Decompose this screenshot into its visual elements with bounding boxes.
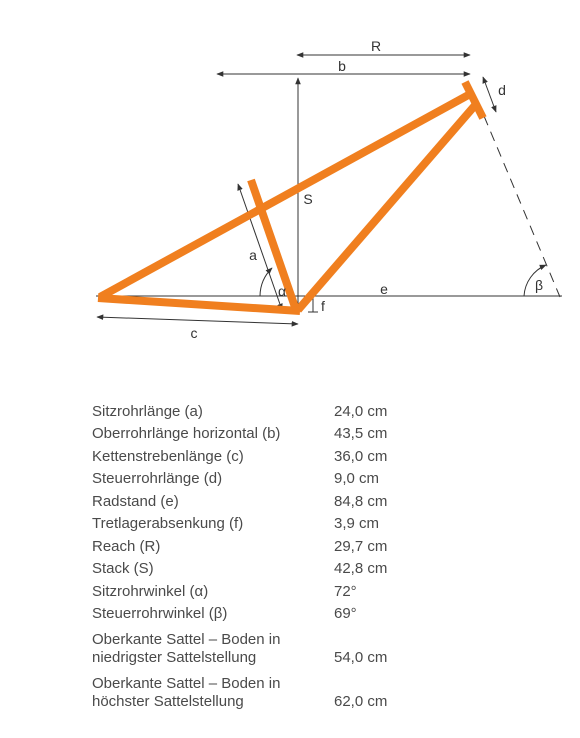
spec-row [92, 511, 387, 534]
specs-table-body [92, 398, 387, 711]
label-b: b [338, 58, 346, 74]
label-d: d [498, 82, 506, 98]
spec-row [92, 398, 387, 421]
label-beta: β [534, 277, 544, 293]
spec-name: Kettenstrebenlänge (c) [92, 447, 244, 465]
spec-row [92, 421, 387, 444]
label-a: a [249, 247, 257, 263]
top-tube [100, 93, 472, 297]
spec-value: 62,0 cm [334, 693, 388, 710]
spec-name: Steuerrohrlänge (d) [92, 470, 223, 487]
spec-row [92, 533, 387, 556]
chainstay [98, 298, 300, 311]
spec-name: Steuerrohrwinkel (β) [92, 605, 228, 622]
spec-value: 42,8 cm [334, 560, 388, 577]
spec-name: Sitzrohrwinkel (α) [92, 582, 209, 600]
spec-row [92, 443, 387, 466]
spec-value: 3,9 cm [334, 515, 380, 532]
label-f: f [321, 298, 325, 314]
spec-value: 84,8 cm [334, 492, 388, 510]
geometry-specs-table [92, 398, 387, 711]
spec-row [92, 667, 387, 711]
spec-row [92, 556, 387, 579]
spec-value: 29,7 cm [334, 537, 388, 555]
spec-name: Tretlagerabsenkung (f) [92, 515, 244, 532]
spec-value: 36,0 cm [334, 447, 388, 465]
spec-name: Oberkante Sattel – Boden in höchster Sattelstellung [92, 675, 281, 710]
spec-row [92, 488, 387, 511]
down-tube [298, 103, 477, 310]
label-S: S [303, 191, 313, 207]
bike-frame [98, 82, 483, 311]
spec-value: 72° [334, 582, 357, 600]
spec-row [92, 601, 387, 624]
dimension-lines [96, 55, 562, 324]
spec-row [92, 466, 387, 489]
spec-name: Reach (R) [92, 537, 161, 555]
chainstay-dimension [97, 317, 298, 324]
seat-angle-arc [260, 268, 272, 296]
label-e: e [380, 281, 388, 297]
spec-value: 9,0 cm [334, 470, 380, 487]
spec-value: 69° [334, 605, 357, 622]
spec-row [92, 623, 387, 667]
spec-name: Stack (S) [92, 560, 154, 577]
spec-name: Oberkante Sattel – Boden in niedrigster Sattelstellung [92, 631, 281, 666]
label-c: c [190, 325, 198, 341]
spec-row [92, 578, 387, 601]
spec-name: Sitzrohrlänge (a) [92, 402, 203, 420]
bike-geometry-diagram [0, 0, 580, 360]
spec-value: 43,5 cm [334, 425, 388, 442]
steering-axis-line [484, 116, 560, 297]
label-alpha: α [277, 283, 287, 299]
spec-name: Oberrohrlänge horizontal (b) [92, 425, 281, 442]
label-R: R [370, 38, 382, 54]
head-tube-dimension [483, 77, 496, 112]
spec-value: 54,0 cm [334, 649, 388, 666]
spec-name: Radstand (e) [92, 492, 179, 510]
spec-value: 24,0 cm [334, 402, 388, 420]
